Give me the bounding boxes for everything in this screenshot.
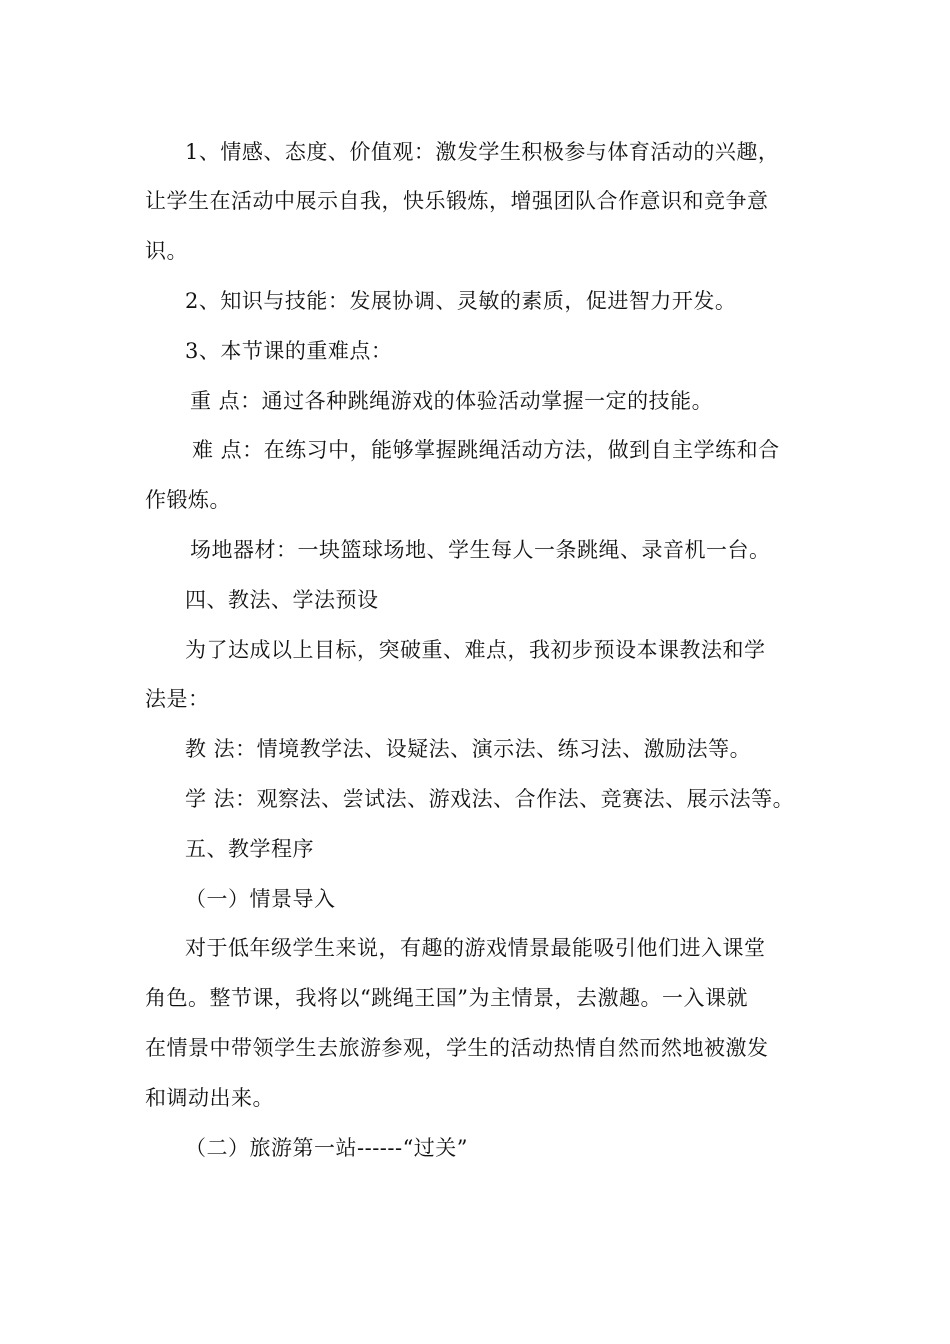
text-line: 和调动出来。 <box>145 1086 274 1110</box>
text-line: 学 法：观察法、尝试法、游戏法、合作法、竞赛法、展示法等。 <box>185 787 795 811</box>
text-line: 3、本节课的重难点： <box>185 339 393 363</box>
text-line: 为了达成以上目标，突破重、难点，我初步预设本课教法和学 <box>185 638 766 662</box>
text-line: （二）旅游第一站------“过关” <box>185 1136 469 1160</box>
text-line: 作锻炼。 <box>145 488 231 512</box>
text-line: （一）情景导入 <box>185 887 336 911</box>
text-line: 重 点：通过各种跳绳游戏的体验活动掌握一定的技能。 <box>190 389 714 413</box>
text-line: 1、情感、态度、价值观：激发学生积极参与体育活动的兴趣， <box>185 140 780 164</box>
text-line: 教 法：情境教学法、设疑法、演示法、练习法、激励法等。 <box>185 737 752 761</box>
text-line: 四、教法、学法预设 <box>185 588 379 612</box>
text-line: 难 点：在练习中，能够掌握跳绳活动方法，做到自主学练和合 <box>192 438 780 462</box>
text-line: 识。 <box>145 239 188 263</box>
text-line: 2、知识与技能：发展协调、灵敏的素质，促进智力开发。 <box>185 289 737 313</box>
text-line: 在情景中带领学生去旅游参观，学生的活动热情自然而然地被激发 <box>145 1036 769 1060</box>
text-line: 让学生在活动中展示自我，快乐锻炼，增强团队合作意识和竞争意 <box>145 189 769 213</box>
text-line: 场地器材：一块篮球场地、学生每人一条跳绳、录音机一台。 <box>190 538 771 562</box>
text-line: 五、教学程序 <box>185 837 314 861</box>
text-line: 角色。整节课，我将以“跳绳王国”为主情景，去激趣。一入课就 <box>145 986 748 1010</box>
text-line: 法是： <box>145 687 210 711</box>
text-line: 对于低年级学生来说，有趣的游戏情景最能吸引他们进入课堂 <box>185 936 766 960</box>
